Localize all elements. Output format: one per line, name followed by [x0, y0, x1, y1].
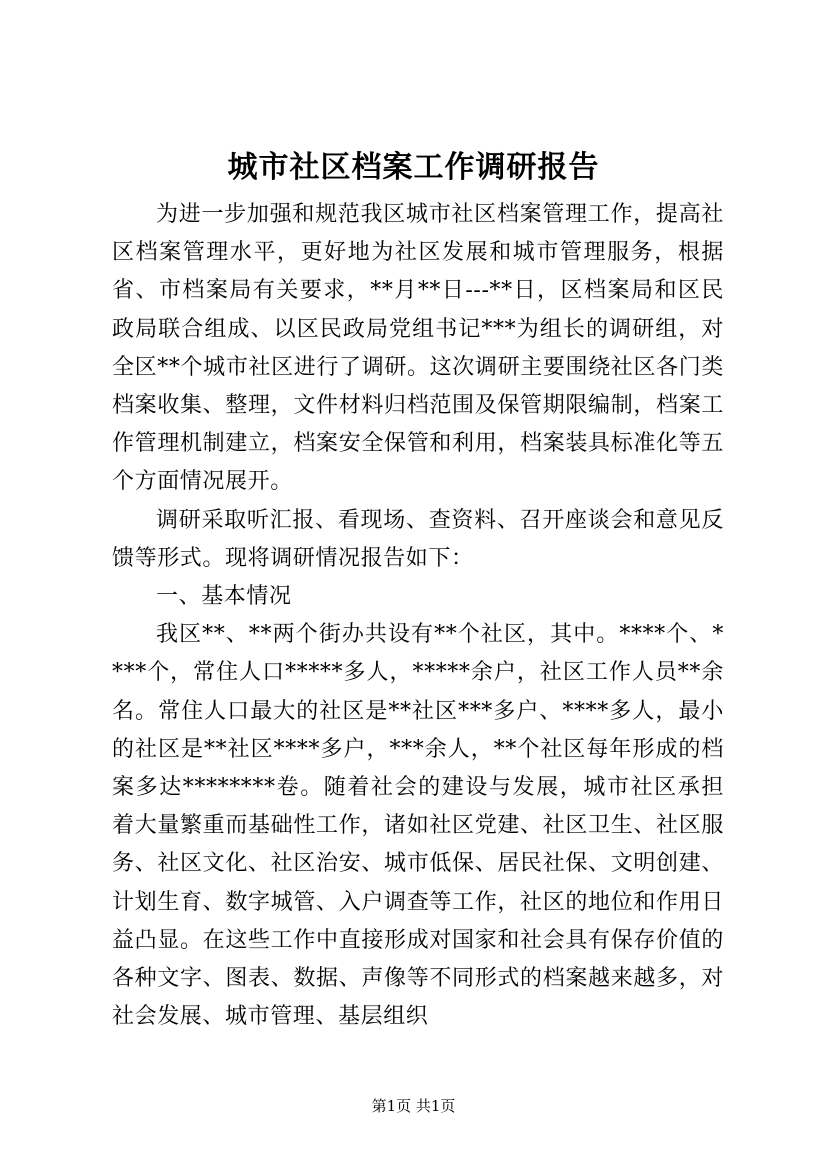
intro-paragraph: 为进一步加强和规范我区城市社区档案管理工作，提高社区档案管理水平，更好地为社区发展和城市管理服务，根据省、市档案局有关要求，**月**日---**日，区档案局和区民政局联合组成、以区民政局党组书记***为组长的调研组，对全区**个城市社区进行了调研。这次调研主要围绕社区各门类档案收集、整理，文件材料归档范围及保管期限编制，档案工作管理机制建立，档案安全保管和利用，档案装具标准化等五个方面情况展开。	[112, 202, 724, 495]
section-heading-basic-situation: 一、基本情况	[156, 584, 292, 610]
method-paragraph: 调研采取听汇报、看现场、查资料、召开座谈会和意见反馈等形式。现将调研情况报告如下：	[112, 507, 724, 571]
basic-situation-paragraph: 我区**、**两个街办共设有**个社区，其中。****个、****个，常住人口*****多人，*****余户，社区工作人员**余名。常住人口最大的社区是**社区***多户、****多人，最小的社区是**社区****多户，***余人，**个社区每年形成的档案多达********卷。随着社会的建设与发展，城市社区承担着大量繁重而基础性工作，诸如社区党建、社区卫生、社区服务、社区文化、社区治安、城市低保、居民社保、文明创建、计划生育、数字城管、入户调查等工作，社区的地位和作用日益凸显。在这些工作中直接形成对国家和社会具有保存价值的各种文字、图表、数据、声像等不同形式的档案越来越多，对社会发展、城市管理、基层组织	[112, 622, 724, 1030]
document-title: 城市社区档案工作调研报告	[227, 150, 600, 185]
document-body	[112, 196, 724, 1036]
page-number-footer: 第1页 共1页	[371, 1097, 456, 1115]
